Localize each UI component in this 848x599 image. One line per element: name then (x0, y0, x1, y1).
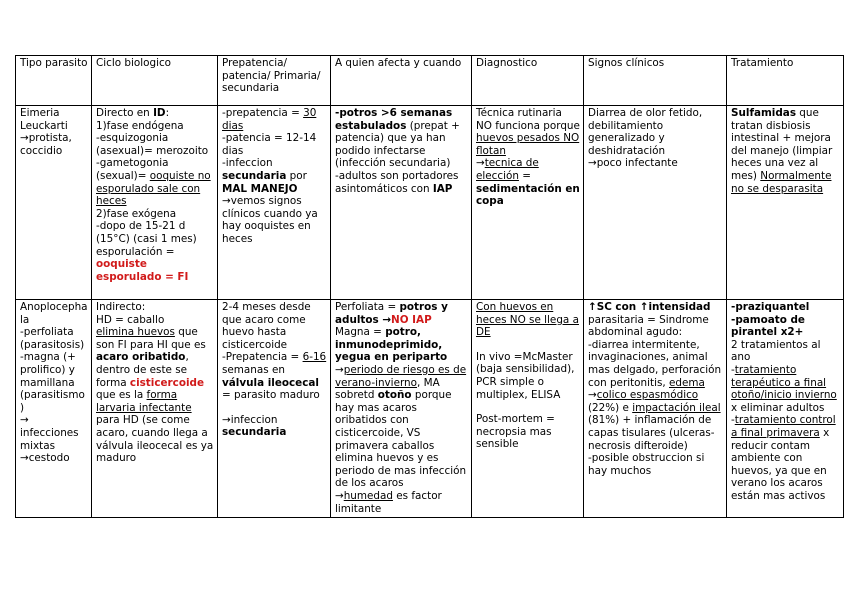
header-tratamiento: Tratamiento (727, 56, 844, 106)
header-signos: Signos clínicos (584, 56, 727, 106)
text: 2-4 meses desde que acaro come huevo hasta cisticercoide (222, 301, 311, 351)
text: (prepat + patencia) que ya han podido infectarse (infección secundaria) (335, 119, 460, 170)
text: = (518, 169, 531, 182)
text: →protista, coccidio (20, 132, 72, 157)
text: Perfoliata = (335, 301, 400, 313)
text: - (731, 363, 735, 376)
text (222, 107, 327, 132)
text: Post-mortem = necropsia mas sensible (476, 413, 555, 451)
text: cisticercoide (129, 376, 205, 389)
text: → (588, 389, 597, 402)
text (476, 157, 580, 207)
text: parasitaria = Sindrome abdominal agudo: (588, 313, 709, 339)
text: x eliminar adultos (731, 401, 825, 414)
text (731, 414, 840, 502)
text: -patencia = 12-14 dias (222, 132, 317, 157)
spacer (476, 339, 580, 351)
text: válvula ileocecal (222, 376, 319, 389)
text (222, 414, 327, 439)
text: elimina huevos (96, 326, 175, 339)
text: → (335, 363, 344, 376)
text: por (286, 169, 307, 182)
cell-prepatencia (218, 300, 331, 518)
text (335, 301, 468, 326)
cell-signos (584, 106, 727, 300)
cell-diagnostico (472, 106, 584, 300)
text: secundaria (222, 426, 287, 439)
text: In vivo =McMaster (baja sensibilidad), PCR simple o multiplex, ELISA (476, 350, 575, 401)
text: Magna = (335, 326, 386, 339)
text: que es la (96, 389, 147, 402)
text: colico espasmódico (596, 389, 699, 402)
text: 30 dias (222, 107, 317, 132)
text: x reducir contam ambiente con huevos, ya que en verano los acaros están mas activos (731, 426, 830, 502)
text: -potros >6 semanas estabulados (335, 107, 453, 132)
text: = parasito maduro (222, 389, 320, 402)
text: MAL MANEJO (222, 182, 298, 195)
header-ciclo: Ciclo biologico (92, 56, 218, 106)
text: -posible obstruccion si hay muchos (588, 452, 705, 477)
text: Directo en (96, 107, 154, 119)
text: -magna (+ prolifico) y mamillana (parasitismo) (20, 351, 85, 414)
text (96, 157, 214, 207)
text: Eimeria Leuckarti (20, 107, 68, 132)
text: 2 tratamientos al ano (731, 338, 821, 364)
text (335, 490, 468, 515)
text (588, 339, 723, 389)
text (335, 107, 468, 170)
text: 2)fase exógena (96, 207, 177, 220)
text: (22%) e (588, 401, 633, 414)
text: que tratan disbiosis intestinal + mejora del manejo (limpiar heces una vez al mes) (731, 107, 833, 182)
text: ID (153, 107, 166, 119)
text: → (335, 489, 344, 502)
text: →cestodo (20, 452, 70, 465)
text: secundaria (222, 169, 287, 182)
cell-ciclo (92, 300, 218, 518)
text: Anoplocephala (20, 301, 88, 326)
text: : (165, 107, 170, 119)
header-tipo: Tipo parasito (16, 56, 92, 106)
header-diagnostico: Diagnostico (472, 56, 584, 106)
text: periodo de riesgo es de verano-invierno (335, 363, 467, 389)
header-prepatencia: Prepatencia/ patencia/ Primaria/ secundaria (218, 56, 331, 106)
text: →infeccion (222, 413, 278, 426)
text: -perfoliata (parasitosis) (20, 326, 85, 351)
text: → (476, 157, 485, 170)
cell-afecta (331, 106, 472, 300)
text: potro, inmunodeprimido, yegua en periparto (335, 326, 448, 364)
text (731, 107, 840, 195)
text: -esquizogonia (asexual)= merozoito (96, 132, 209, 157)
text: sedimentación en copa (476, 182, 580, 208)
text (588, 301, 723, 339)
table-row (16, 300, 844, 518)
text: forma larvaria infectante (96, 389, 192, 414)
text: →vemos signos clínicos cuando ya hay ooquistes en heces (222, 195, 318, 245)
text: para HD (se come acaro, cuando llega a válvula ileocecal es ya maduro (96, 414, 214, 465)
text: - (731, 414, 735, 427)
text (335, 326, 468, 364)
text: otoño (377, 389, 412, 402)
cell-tipo (16, 106, 92, 300)
text: Con huevos en heces NO se llega a DE (476, 301, 579, 339)
cell-tratamiento (727, 106, 844, 300)
header-row (16, 56, 844, 106)
cell-ciclo (92, 106, 218, 300)
text: →poco infectante (588, 157, 678, 170)
text (222, 157, 327, 195)
table-row (16, 106, 844, 300)
spacer (222, 402, 327, 414)
text: -diarrea intermitente, invaginaciones, animal mas delgado, perforación con peritonitis, (588, 338, 722, 389)
text: (81%) + inflamación de capas tisulares (ulceras-necrosis difteroide) (588, 414, 715, 452)
cell-signos (584, 300, 727, 518)
text: que son FI para HI que es (96, 326, 206, 351)
header-afecta: A quien afecta y cuando (331, 56, 472, 106)
text: -dopo de 15-21 d (15°C) (casi 1 mes) esporulación = (96, 220, 197, 258)
cell-afecta (331, 300, 472, 518)
text: -infeccion (222, 157, 273, 170)
text (476, 107, 580, 157)
text: Técnica rutinaria NO funciona porque (476, 107, 580, 132)
text: porque hay mas acaros oribatidos con cisticercoide, VS primavera caballos elimina huevos y es periodo de mas infección de los acaros (335, 389, 467, 490)
text: tecnica de elección (476, 157, 539, 182)
text: Diarrea de olor fetido, debilitamiento generalizado y deshidratación (588, 107, 703, 157)
text: -pamoato de pirantel x2+ (731, 313, 805, 339)
text: HD = caballo (96, 313, 165, 326)
text: semanas en (222, 363, 285, 376)
text (222, 351, 327, 401)
text: , dentro de este se forma (96, 351, 189, 389)
text (96, 107, 214, 120)
text: -praziquantel (731, 301, 810, 313)
text: tratamiento terapéutico a final otoño/inicio invierno (731, 363, 837, 402)
text: impactación ileal (632, 401, 721, 414)
text: acaro oribatido (96, 351, 186, 364)
parasite-table (15, 55, 844, 518)
text: tratamiento control a final primavera (731, 414, 836, 439)
text (588, 389, 723, 452)
text: NO IAP (391, 313, 432, 326)
text: es factor limitante (335, 489, 442, 515)
text: 1)fase endógena (96, 119, 184, 132)
text: edema (669, 376, 705, 389)
text: -gametogonia (sexual)= (96, 157, 169, 182)
text: humedad (343, 489, 393, 502)
text (731, 364, 840, 414)
text: -adultos son portadores asintomáticos con (335, 169, 459, 195)
text: IAP (432, 182, 453, 195)
text: -Prepatencia = (222, 351, 303, 364)
cell-tratamiento (727, 300, 844, 518)
text: Sulfamidas (731, 107, 796, 119)
text: ↑SC con ↑intensidad (588, 301, 711, 313)
text: ooquiste no esporulado sale con heces (96, 169, 211, 208)
cell-tipo (16, 300, 92, 518)
text (335, 364, 468, 490)
cell-prepatencia (218, 106, 331, 300)
text: 6-16 (302, 351, 327, 364)
text: → infecciones mixtas (20, 414, 79, 452)
text: -prepatencia = (222, 107, 304, 119)
text (96, 326, 214, 465)
text: Indirecto: (96, 301, 146, 313)
text: Normalmente no se desparasita (731, 169, 832, 195)
spacer (476, 401, 580, 413)
text: , MA sobretd (335, 376, 440, 402)
text: ooquiste esporulado = FI (96, 258, 189, 283)
text: potros y adultos → (335, 301, 448, 326)
text: huevos pesados NO flotan (476, 132, 580, 157)
cell-diagnostico (472, 300, 584, 518)
text (335, 170, 468, 195)
